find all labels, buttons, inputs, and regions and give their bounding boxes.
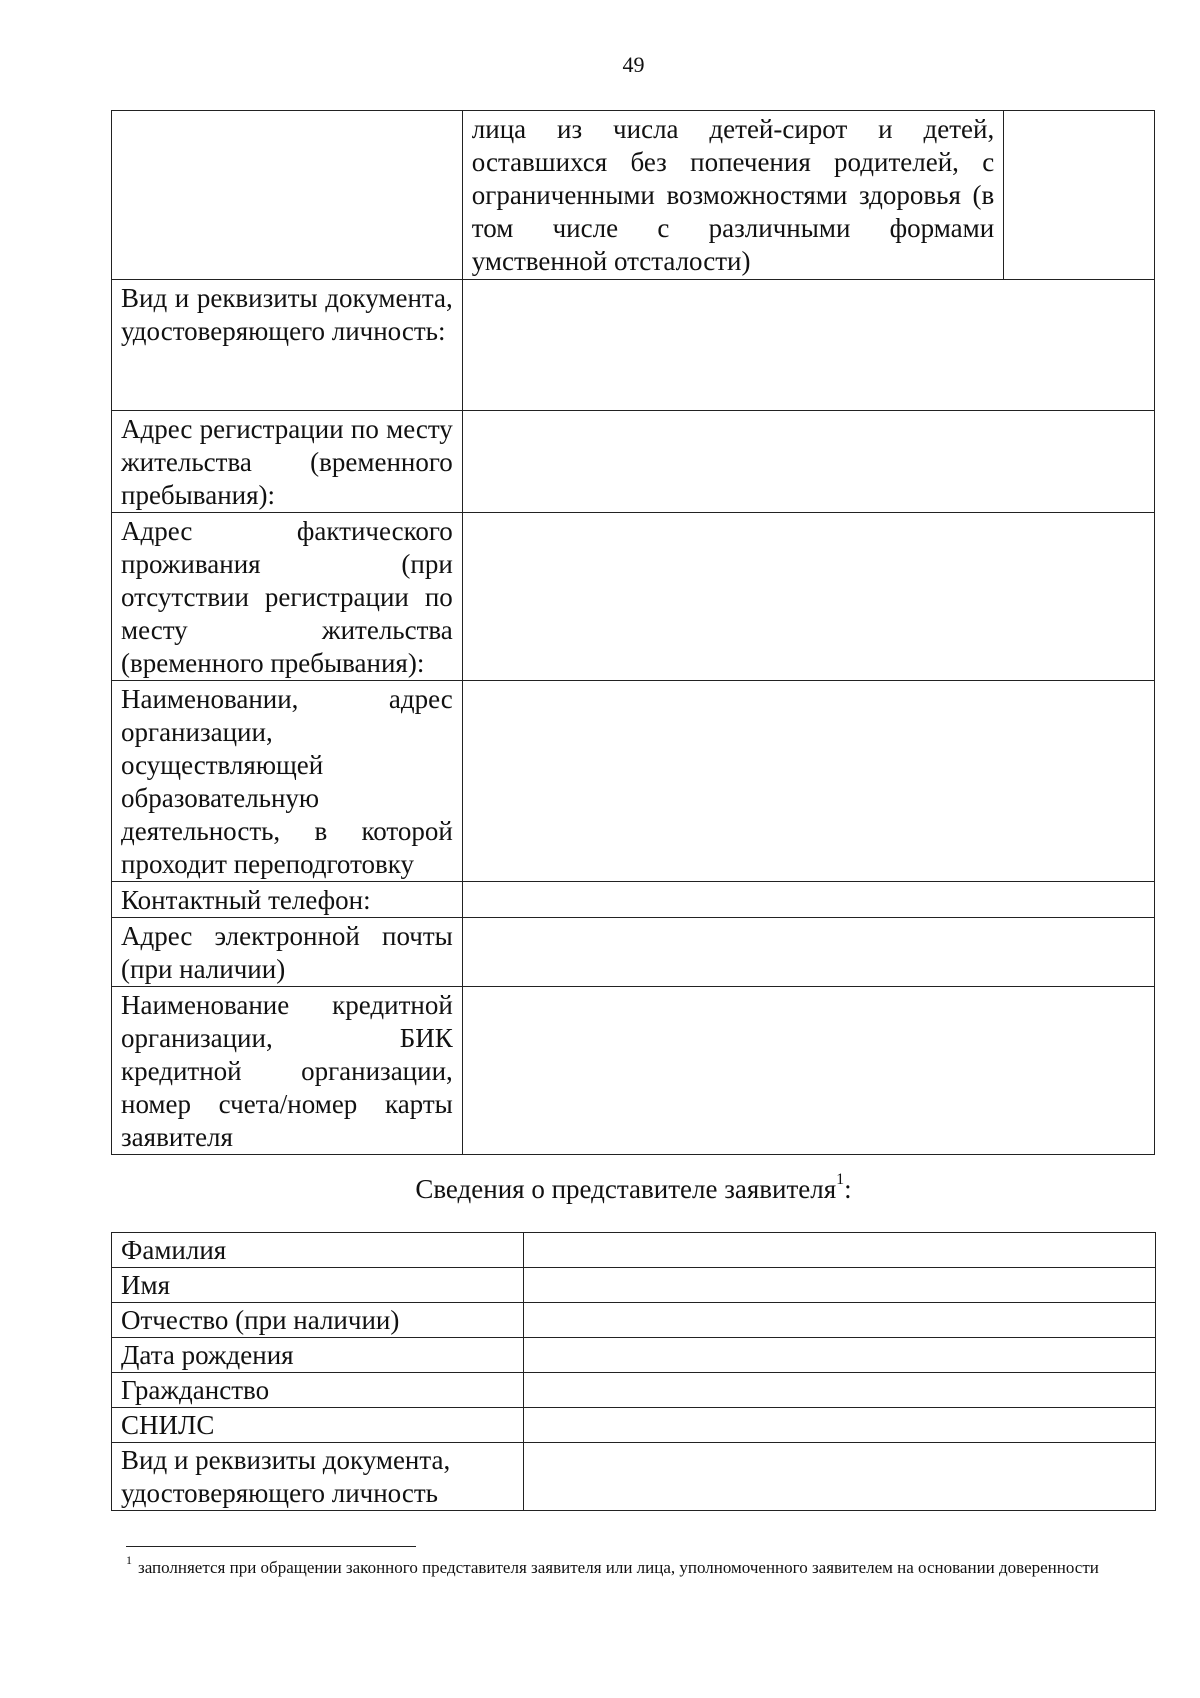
table-row	[112, 1408, 1156, 1443]
representative-heading-suffix: :	[844, 1174, 852, 1204]
row-value-actual-address[interactable]	[462, 513, 1154, 681]
footnote-reference: 1	[836, 1171, 845, 1188]
table-row	[112, 681, 1155, 882]
row-label-actual-address: Адрес фактического проживания (при отсутствии регистрации по месту жительства (временного пребывания):	[112, 513, 463, 681]
rep-value-identity-document[interactable]	[524, 1443, 1156, 1511]
continued-description-cell: лица из числа детей-сирот и детей, оставшихся без попечения родителей, с ограниченными возможностями здоровья (в том числе с различными формами умственной отсталости)	[462, 111, 1003, 280]
table-row	[112, 1443, 1156, 1511]
representative-section-heading	[0, 1173, 1200, 1205]
row-value-identity-document[interactable]	[462, 280, 1154, 411]
empty-label-cell	[112, 111, 463, 280]
page-number: 49	[622, 52, 645, 77]
rep-value-birth-date[interactable]	[524, 1338, 1156, 1373]
rep-label-snils: СНИЛС	[112, 1408, 524, 1443]
table-row	[112, 1338, 1156, 1373]
table-row	[112, 987, 1155, 1155]
representative-details-table	[111, 1232, 1156, 1511]
footnote-separator	[126, 1546, 416, 1547]
rep-label-identity-document: Вид и реквизиты документа, удостоверяющего личность	[112, 1443, 524, 1511]
table-row	[112, 1268, 1156, 1303]
rep-value-surname[interactable]	[524, 1233, 1156, 1268]
rep-value-name[interactable]	[524, 1268, 1156, 1303]
row-label-email: Адрес электронной почты (при наличии)	[112, 918, 463, 987]
rep-label-citizenship: Гражданство	[112, 1373, 524, 1408]
row-label-registration-address: Адрес регистрации по месту жительства (временного пребывания):	[112, 411, 463, 513]
rep-value-snils[interactable]	[524, 1408, 1156, 1443]
table-row	[112, 513, 1155, 681]
row-label-education-organization: Наименовании, адрес организации, осуществляющей образовательную деятельность, в которой проходит переподготовку	[112, 681, 463, 882]
rep-value-citizenship[interactable]	[524, 1373, 1156, 1408]
rep-label-patronymic: Отчество (при наличии)	[112, 1303, 524, 1338]
table-row	[112, 1373, 1156, 1408]
empty-extra-cell	[1004, 111, 1155, 280]
footnote-mark: 1	[126, 1553, 132, 1568]
table-row	[112, 882, 1155, 918]
table-row-continued	[112, 111, 1155, 280]
row-label-phone: Контактный телефон:	[112, 882, 463, 918]
row-value-registration-address[interactable]	[462, 411, 1154, 513]
table-row	[112, 1233, 1156, 1268]
table-row	[112, 411, 1155, 513]
row-value-email[interactable]	[462, 918, 1154, 987]
table-row	[112, 280, 1155, 411]
table-row	[112, 1303, 1156, 1338]
rep-label-surname: Фамилия	[112, 1233, 524, 1268]
footnote	[126, 1553, 1156, 1580]
row-label-identity-document: Вид и реквизиты документа, удостоверяющего личность:	[112, 280, 463, 411]
footnote-text: заполняется при обращении законного представителя заявителя или лица, уполномоченного заявителем на основании доверенности	[138, 1558, 1099, 1577]
row-value-education-organization[interactable]	[462, 681, 1154, 882]
table-row	[112, 918, 1155, 987]
rep-value-patronymic[interactable]	[524, 1303, 1156, 1338]
applicant-details-table	[111, 110, 1155, 1155]
rep-label-birth-date: Дата рождения	[112, 1338, 524, 1373]
rep-label-name: Имя	[112, 1268, 524, 1303]
representative-heading-text: Сведения о представителе заявителя	[415, 1174, 837, 1204]
row-value-phone[interactable]	[462, 882, 1154, 918]
row-label-bank-details: Наименование кредитной организации, БИК кредитной организации, номер счета/номер карты заявителя	[112, 987, 463, 1155]
row-value-bank-details[interactable]	[462, 987, 1154, 1155]
